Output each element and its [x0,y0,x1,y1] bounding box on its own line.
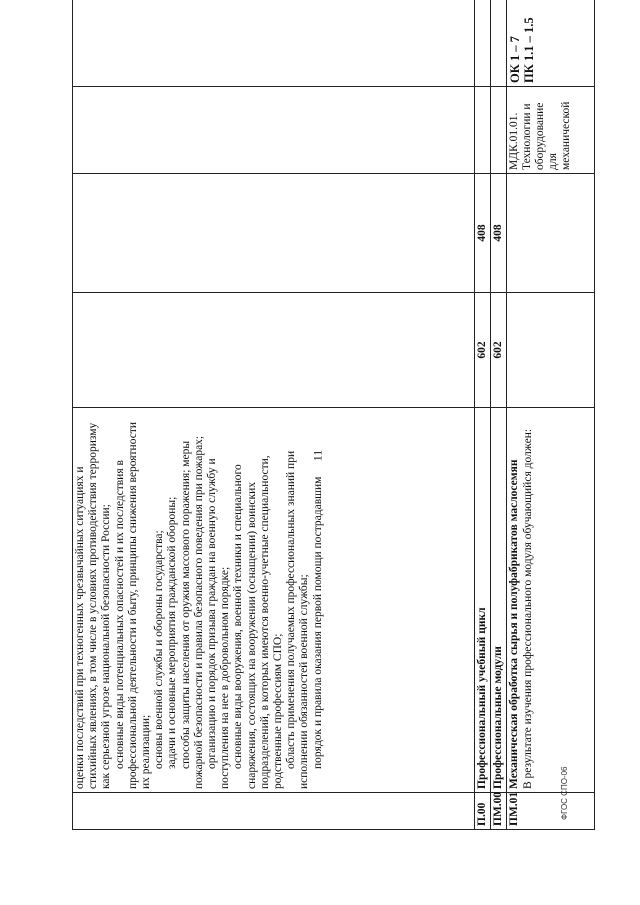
content-line: основы военной службы и обороны государства; [153,530,166,769]
course-code: МДК.01.01. Технологии и оборудование для механической [507,87,595,174]
footer-code: ФГОС СПО-06 [560,766,569,820]
row-code: П.00 [475,793,491,830]
course-code [73,87,475,174]
course-code [475,87,491,174]
row-title: Профессиональный учебный цикл [475,408,491,793]
table-row [507,0,595,830]
row-content [507,408,595,793]
competences [73,0,475,87]
competence-pk: ПК 1.1 – 1.5 [522,17,537,83]
competences [491,0,507,87]
table-row [475,0,491,830]
required-hours [507,174,595,293]
required-hours: 408 [491,174,507,293]
required-hours: 408 [475,174,491,293]
course-code [491,87,507,174]
page-number: 11 [310,449,325,462]
content-line: основные виды вооружения, военной техники и специального снаряжения, состоящих на вооружении (оснащении) воинских подразделений, в которых имеются военно-учетные специальности, родственные профессиям СПО; [232,455,285,789]
module-subtitle: В результате изучения профессионального модуля обучающийся должен: [521,428,534,789]
content-line: область применения получаемых профессиональных знаний при исполнении обязанностей военной службы; [285,450,311,789]
curriculum-table [72,0,595,830]
max-hours [73,293,475,408]
content-line: основные виды потенциальных опасностей и их последствия в профессиональной деятельности и быту, принципы снижения вероятности их реализации; [113,421,153,789]
table-row [73,0,475,830]
row-title: Профессиональные модули [491,408,507,793]
max-hours: 602 [491,293,507,408]
max-hours [507,293,595,408]
competences [507,0,595,87]
content-line: порядок и правила оказания первой помощи пострадавшим [311,476,324,769]
content-line: способы защиты населения от оружия массового поражения; меры пожарной безопасности и правила безопасного поведения при пожарах; [179,435,205,789]
rotated-table-wrapper [72,17,592,830]
content-line: оценки последствий при техногенных чрезвычайных ситуациях и стихийных явлениях, в том числе в условиях противодействия терроризму как серьезной угрозе национальной безопасности России; [74,422,113,789]
competence-ok: ОК 1 – 7 [508,36,523,83]
required-hours [73,174,475,293]
row-code: ПМ.00 [491,793,507,830]
module-title: Механическая обработка сырья и полуфабрикатов маслосемян [508,459,521,789]
table-row [491,0,507,830]
row-content [73,408,475,793]
content-line: задачи и основные мероприятия гражданской обороны; [166,496,179,769]
competences [475,0,491,87]
row-code [73,793,475,830]
row-code: ПМ.01 [507,793,595,830]
max-hours: 602 [475,293,491,408]
content-line: организацию и порядок призыва граждан на военную службу и поступления на нее в добровольном порядке; [206,458,232,789]
